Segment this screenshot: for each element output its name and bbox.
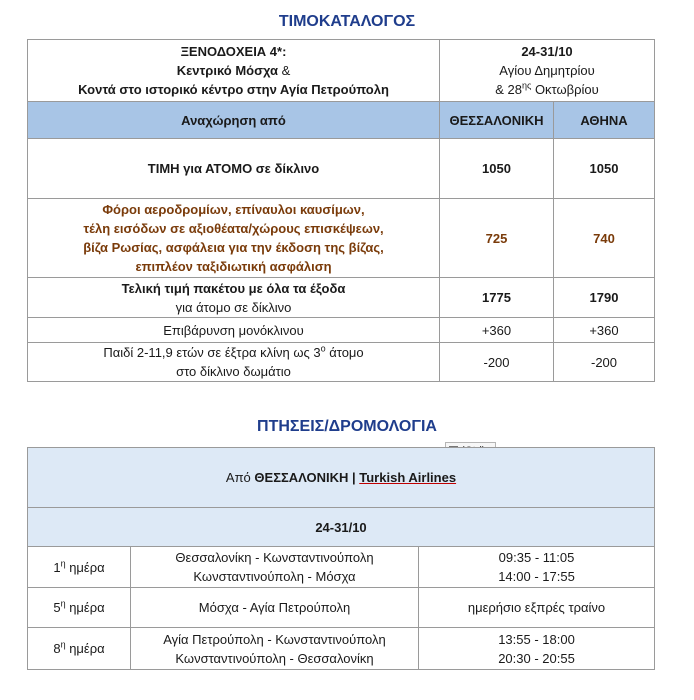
hotels-line-3: Κοντά στο ιστορικό κέντρο στην Αγία Πετρούπολη bbox=[78, 82, 389, 97]
single-thessaloniki: +360 bbox=[440, 318, 554, 343]
from-cell: Από ΘΕΣΣΑΛΟΝΙΚΗ | Turkish Airlines bbox=[28, 448, 655, 508]
taxes-thessaloniki: 725 bbox=[440, 199, 554, 278]
day-routes: Θεσσαλονίκη - Κωνσταντινούπολη Κωνσταντινούπολη - Μόσχα bbox=[131, 547, 419, 588]
airline-name: Turkish Airlines bbox=[359, 470, 457, 485]
price-row bbox=[28, 139, 655, 199]
price-label: ΤΙΜΗ για ΑΤΟΜΟ σε δίκλινο bbox=[28, 139, 440, 199]
child-row bbox=[28, 343, 655, 382]
from-row bbox=[28, 448, 655, 508]
total-athens: 1790 bbox=[554, 278, 655, 318]
day-row bbox=[28, 547, 655, 588]
day-row bbox=[28, 588, 655, 628]
flights-title: ΠΤΗΣΕΙΣ/ΔΡΟΜΟΛΟΓΙΑ bbox=[257, 418, 437, 435]
single-row bbox=[28, 318, 655, 343]
taxes-athens: 740 bbox=[554, 199, 655, 278]
departure-label: Αναχώρηση από bbox=[28, 102, 440, 139]
child-athens: -200 bbox=[554, 343, 655, 382]
day-routes: Μόσχα - Αγία Πετρούπολη bbox=[131, 588, 419, 628]
child-thessaloniki: -200 bbox=[440, 343, 554, 382]
hotels-moscow: Κεντρικό Μόσχα bbox=[176, 63, 278, 78]
day-label: $5^\eta$ ημέρα bbox=[28, 588, 131, 628]
col-athens: ΑΘΗΝΑ bbox=[554, 102, 655, 139]
price-athens: 1050 bbox=[554, 139, 655, 199]
day-label: $1^\eta$ ημέρα bbox=[28, 547, 131, 588]
taxes-row bbox=[28, 199, 655, 278]
pricelist-title: ΤΙΜΟΚΑΤΑΛΟΓΟΣ bbox=[278, 13, 416, 30]
pricelist-table bbox=[27, 39, 655, 382]
child-label: Παιδί 2-11,9 ετών σε έξτρα κλίνη ως $3^o$ άτομο στο δίκλινο δωμάτιο bbox=[28, 343, 440, 382]
from-city: ΘΕΣΣΑΛΟΝΙΚΗ bbox=[254, 470, 349, 485]
taxes-label: Φόροι αεροδρομίων, επίναυλοι καυσίμων, τέλη εισόδων σε αξιοθέατα/χώρους επισκέψεων, βίζα Ρωσίας, ασφάλεια για την έκδοση της βίζας, επιπλέον ταξιδιωτική ασφάλιση bbox=[28, 199, 440, 278]
total-row bbox=[28, 278, 655, 318]
single-label: Επιβάρυνση μονόκλινου bbox=[28, 318, 440, 343]
total-thessaloniki: 1775 bbox=[440, 278, 554, 318]
flight-dates-row bbox=[28, 508, 655, 547]
day-times: 09:35 - 11:05 14:00 - 17:55 bbox=[419, 547, 655, 588]
day-times: ημερήσιο εξπρές τραίνο bbox=[419, 588, 655, 628]
flights-table bbox=[27, 447, 655, 670]
day-row bbox=[28, 628, 655, 670]
hotels-cell bbox=[28, 40, 440, 102]
day-label: $8^\eta$ ημέρα bbox=[28, 628, 131, 670]
dates-cell bbox=[440, 40, 655, 102]
dates-line-2: Αγίου Δημητρίου bbox=[499, 63, 595, 78]
chevron-down-icon: ▾ bbox=[488, 447, 493, 456]
day-routes: Αγία Πετρούπολη - Κωνσταντινούπολη Κωνσταντινούπολη - Θεσσαλονίκη bbox=[131, 628, 419, 670]
price-thessaloniki: 1050 bbox=[440, 139, 554, 199]
dates-line-3: & $28^{\eta\varsigma}$ Οκτωβρίου bbox=[495, 80, 599, 97]
dates-range: 24-31/10 bbox=[521, 44, 573, 59]
departure-header-row bbox=[28, 102, 655, 139]
hotels-row bbox=[28, 40, 655, 102]
flight-dates: 24-31/10 bbox=[28, 508, 655, 547]
total-label: Τελική τιμή πακέτου με όλα τα έξοδα για άτομο σε δίκλινο bbox=[28, 278, 440, 318]
paste-label: (Ctrl) bbox=[461, 445, 486, 457]
hotels-amp: & bbox=[281, 63, 291, 78]
col-thessaloniki: ΘΕΣΣΑΛΟΝΙΚΗ bbox=[440, 102, 554, 139]
single-athens: +360 bbox=[554, 318, 655, 343]
day-times: 13:55 - 18:00 20:30 - 20:55 bbox=[419, 628, 655, 670]
hotels-line-1: ΞΕΝΟΔΟΧΕΙΑ 4*: bbox=[180, 44, 287, 59]
